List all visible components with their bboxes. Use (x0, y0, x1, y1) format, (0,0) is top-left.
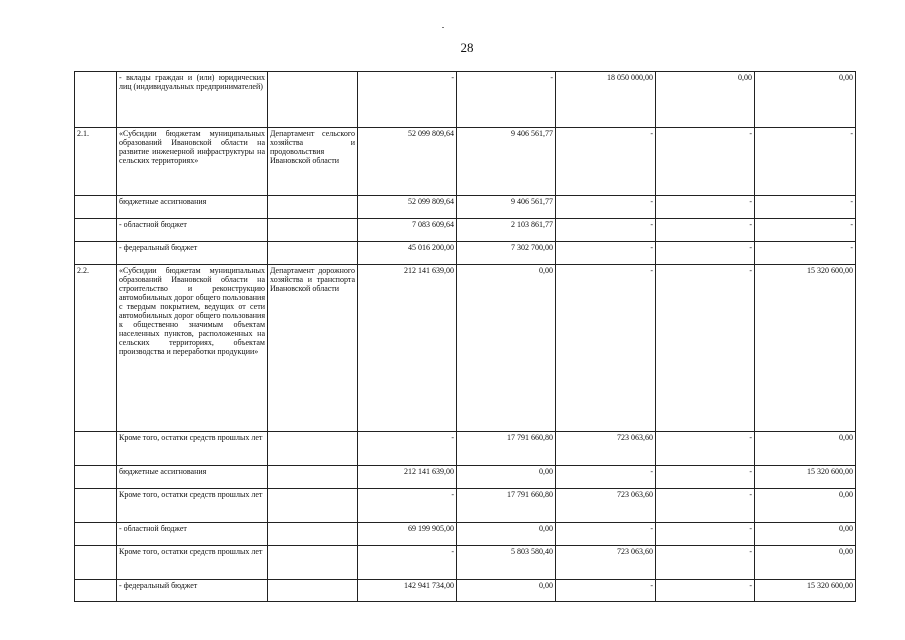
cell-value-3: 723 063,60 (556, 546, 656, 580)
cell-description: Кроме того, остатки средств прошлых лет (117, 489, 268, 523)
cell-value-2: 9 406 561,77 (457, 196, 556, 219)
cell-value-2: - (457, 72, 556, 128)
cell-value-3: - (556, 466, 656, 489)
table-row (75, 489, 856, 523)
cell-department (268, 523, 358, 546)
cell-number: 2.2. (75, 265, 117, 432)
cell-value-5: 0,00 (755, 523, 856, 546)
table-row (75, 523, 856, 546)
cell-value-2: 0,00 (457, 580, 556, 602)
cell-department (268, 242, 358, 265)
cell-description: - областной бюджет (117, 219, 268, 242)
table-row (75, 580, 856, 602)
cell-value-5: 15 320 600,00 (755, 265, 856, 432)
table-row (75, 72, 856, 128)
cell-value-3: 723 063,60 (556, 489, 656, 523)
table-row (75, 432, 856, 466)
cell-value-1: 212 141 639,00 (358, 265, 457, 432)
cell-value-2: 7 302 700,00 (457, 242, 556, 265)
cell-value-3: - (556, 128, 656, 196)
cell-description: бюджетные ассигнования (117, 466, 268, 489)
cell-value-4: - (656, 546, 755, 580)
cell-value-4: - (656, 523, 755, 546)
cell-value-1: - (358, 72, 457, 128)
cell-value-1: 7 083 609,64 (358, 219, 457, 242)
cell-value-3: - (556, 242, 656, 265)
cell-department (268, 72, 358, 128)
cell-value-1: 212 141 639,00 (358, 466, 457, 489)
cell-number (75, 580, 117, 602)
cell-value-5: 0,00 (755, 546, 856, 580)
cell-value-4: - (656, 128, 755, 196)
cell-department: Департамент дорожного хозяйства и транспорта Ивановской области (268, 265, 358, 432)
cell-number (75, 242, 117, 265)
cell-description: Кроме того, остатки средств прошлых лет (117, 432, 268, 466)
cell-value-1: 142 941 734,00 (358, 580, 457, 602)
cell-value-1: 45 016 200,00 (358, 242, 457, 265)
cell-description: Кроме того, остатки средств прошлых лет (117, 546, 268, 580)
cell-department (268, 546, 358, 580)
cell-description: - федеральный бюджет (117, 580, 268, 602)
cell-value-3: - (556, 580, 656, 602)
cell-description: «Субсидии бюджетам муниципальных образований Ивановской области на развитие инженерной инфраструктуры на сельских территориях» (117, 128, 268, 196)
cell-value-4: 0,00 (656, 72, 755, 128)
cell-value-1: 52 099 809,64 (358, 128, 457, 196)
cell-value-4: - (656, 466, 755, 489)
cell-number (75, 432, 117, 466)
cell-value-2: 0,00 (457, 523, 556, 546)
budget-table (74, 71, 856, 602)
cell-value-5: 0,00 (755, 432, 856, 466)
cell-description: - федеральный бюджет (117, 242, 268, 265)
cell-value-4: - (656, 432, 755, 466)
table-row (75, 128, 856, 196)
cell-value-2: 5 803 580,40 (457, 546, 556, 580)
cell-value-1: - (358, 489, 457, 523)
table-row (75, 466, 856, 489)
cell-value-2: 2 103 861,77 (457, 219, 556, 242)
cell-description: «Субсидии бюджетам муниципальных образований Ивановской области на строительство и реконструкцию автомобильных дорог общего пользования с твердым покрытием, ведущих от сети автомобильных дорог общего пользования к общественно значимым объектам населенных пунктов, расположенных на сельских территориях, объектам производства и переработки продукции» (117, 265, 268, 432)
cell-value-4: - (656, 196, 755, 219)
cell-value-1: 52 099 809,64 (358, 196, 457, 219)
cell-value-4: - (656, 242, 755, 265)
cell-department (268, 219, 358, 242)
cell-number (75, 489, 117, 523)
cell-number: 2.1. (75, 128, 117, 196)
cell-value-3: - (556, 219, 656, 242)
table-row (75, 242, 856, 265)
cell-department (268, 466, 358, 489)
cell-department (268, 432, 358, 466)
cell-value-5: 0,00 (755, 489, 856, 523)
cell-value-3: 18 050 000,00 (556, 72, 656, 128)
table-row (75, 219, 856, 242)
cell-number (75, 466, 117, 489)
cell-value-5: 15 320 600,00 (755, 466, 856, 489)
cell-number (75, 546, 117, 580)
cell-value-5: 0,00 (755, 72, 856, 128)
page-number: 28 (460, 40, 474, 55)
cell-value-5: - (755, 196, 856, 219)
cell-value-4: - (656, 489, 755, 523)
cell-value-5: 15 320 600,00 (755, 580, 856, 602)
cell-value-1: - (358, 432, 457, 466)
cell-number (75, 196, 117, 219)
cell-value-4: - (656, 265, 755, 432)
cell-description: - областной бюджет (117, 523, 268, 546)
cell-value-2: 17 791 660,80 (457, 432, 556, 466)
cell-department: Департамент сельского хозяйства и продовольствия Ивановской области (268, 128, 358, 196)
cell-department (268, 580, 358, 602)
cell-number (75, 523, 117, 546)
cell-description: - вклады граждан и (или) юридических лиц (индивидуальных предпринимателей) (117, 72, 268, 128)
cell-number (75, 219, 117, 242)
cell-value-4: - (656, 580, 755, 602)
cell-value-4: - (656, 219, 755, 242)
cell-value-1: 69 199 905,00 (358, 523, 457, 546)
cell-value-5: - (755, 128, 856, 196)
scan-dot (442, 27, 444, 28)
cell-department (268, 196, 358, 219)
cell-value-2: 9 406 561,77 (457, 128, 556, 196)
cell-value-2: 17 791 660,80 (457, 489, 556, 523)
cell-value-3: 723 063,60 (556, 432, 656, 466)
table-row (75, 265, 856, 432)
cell-description: бюджетные ассигнования (117, 196, 268, 219)
cell-value-2: 0,00 (457, 466, 556, 489)
table-row (75, 546, 856, 580)
cell-value-3: - (556, 265, 656, 432)
cell-value-3: - (556, 523, 656, 546)
table-row (75, 196, 856, 219)
cell-value-1: - (358, 546, 457, 580)
cell-value-3: - (556, 196, 656, 219)
cell-value-5: - (755, 219, 856, 242)
cell-value-2: 0,00 (457, 265, 556, 432)
cell-number (75, 72, 117, 128)
cell-value-5: - (755, 242, 856, 265)
cell-department (268, 489, 358, 523)
